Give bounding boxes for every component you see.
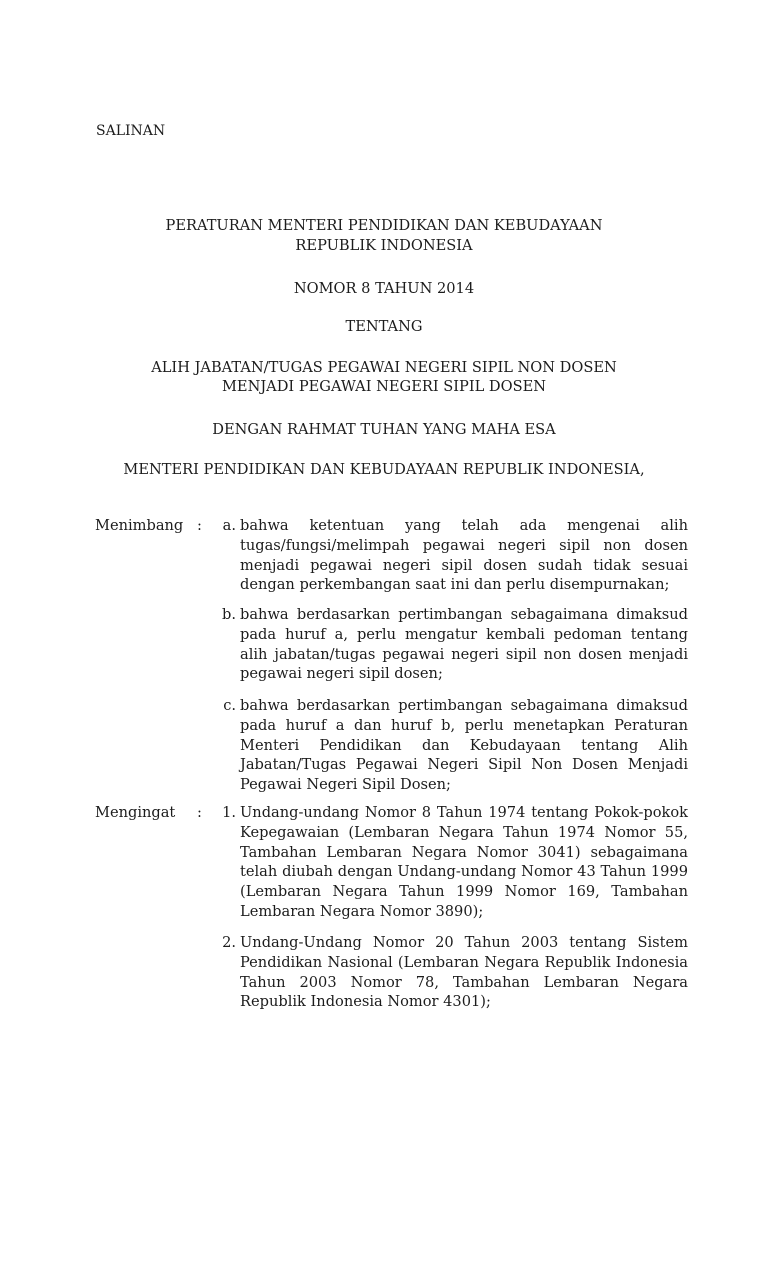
mengingat-item-marker: 1. <box>222 804 236 821</box>
regulation-number: NOMOR 8 TAHUN 2014 <box>293 280 475 297</box>
mengingat-colon: : <box>197 804 202 821</box>
menimbang-colon: : <box>197 517 202 534</box>
mengingat-item-marker: 2. <box>222 934 236 951</box>
regulation-title-line1: PERATURAN MENTERI PENDIDIKAN DAN KEBUDAYAAN <box>165 217 603 234</box>
regulation-about-label: TENTANG <box>345 318 423 335</box>
mengingat-label: Mengingat <box>95 804 176 821</box>
mengingat-item-text: Undang-undang Nomor 8 Tahun 1974 tentang Pokok-pokok Kepegawaian (Lembaran Negara Tahun 1974 Nomor 55, Tambahan Lembaran Negara Nomor 3041) sebagaimana telah diubah dengan Undang-undang Nomor 43 Tahun 1999 (Lembaran Negara Tahun 1999 Nomor 169, Tambahan Lembaran Negara Nomor 3890); <box>240 804 688 920</box>
regulation-title-line2: REPUBLIK INDONESIA <box>295 237 473 254</box>
menimbang-item-text: bahwa berdasarkan pertimbangan sebagaimana dimaksud pada huruf a dan huruf b, perlu menetapkan Peraturan Menteri Pendidikan dan Kebudayaan tentang Alih Jabatan/Tugas Pegawai Negeri Sipil Non Dosen Menjadi Pegawai Negeri Sipil Dosen; <box>240 697 688 794</box>
menimbang-item-marker: a. <box>222 517 236 534</box>
regulation-subject-line1: ALIH JABATAN/TUGAS PEGAWAI NEGERI SIPIL NON DOSEN <box>151 359 617 376</box>
menimbang-item-marker: b. <box>222 606 236 623</box>
menimbang-label: Menimbang <box>95 517 184 534</box>
menimbang-item-text: bahwa ketentuan yang telah ada mengenai alih tugas/fungsi/melimpah pegawai negeri sipil non dosen menjadi pegawai negeri sipil dosen sudah tidak sesuai dengan perkembangan saat ini dan perlu disempurnakan; <box>240 517 688 594</box>
enacting-authority: MENTERI PENDIDIKAN DAN KEBUDAYAAN REPUBLIK INDONESIA, <box>123 461 645 478</box>
menimbang-item-marker: c. <box>223 697 236 714</box>
menimbang-item-text: bahwa berdasarkan pertimbangan sebagaimana dimaksud pada huruf a, perlu mengatur kembali pedoman tentang alih jabatan/tugas pegawai negeri sipil non dosen menjadi pegawai negeri sipil dosen; <box>240 606 688 683</box>
blessing-formula: DENGAN RAHMAT TUHAN YANG MAHA ESA <box>212 421 556 438</box>
salinan-stamp: SALINAN <box>96 123 166 139</box>
regulation-subject-line2: MENJADI PEGAWAI NEGERI SIPIL DOSEN <box>221 378 547 395</box>
mengingat-item-text: Undang-Undang Nomor 20 Tahun 2003 tentang Sistem Pendidikan Nasional (Lembaran Negara Republik Indonesia Tahun 2003 Nomor 78, Tambahan Lembaran Negara Republik Indonesia Nomor 4301); <box>240 934 688 1011</box>
